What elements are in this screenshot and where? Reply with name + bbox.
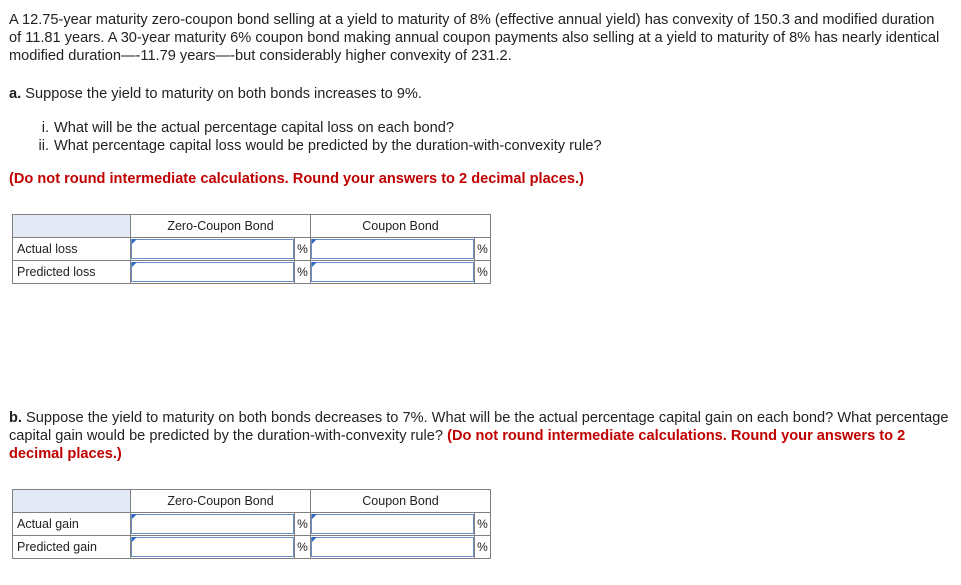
table-row xyxy=(13,536,491,559)
row-label-actual-gain: Actual gain xyxy=(13,513,131,536)
question-number: i. xyxy=(41,120,49,136)
coupon-bond-header: Coupon Bond xyxy=(311,215,491,238)
coupon-bond-predicted-gain-input[interactable] xyxy=(311,537,474,557)
part-b-instruction: (Do not round intermediate calculations. Round your answers to 2 decimal places.) xyxy=(9,428,906,462)
zero-coupon-predicted-loss-cell xyxy=(131,261,295,284)
coupon-bond-header: Coupon Bond xyxy=(311,490,491,513)
part-a-label: a. xyxy=(9,86,22,102)
zero-coupon-actual-loss-input[interactable] xyxy=(131,239,294,259)
percent-unit: % xyxy=(295,261,311,284)
part-a-answer-table xyxy=(12,214,491,284)
question-text: What will be the actual percentage capital loss on each bond? xyxy=(54,120,454,136)
part-b-answer-table xyxy=(12,489,491,559)
zero-coupon-actual-loss-cell xyxy=(131,238,295,261)
percent-unit: % xyxy=(295,536,311,559)
percent-unit: % xyxy=(475,238,491,261)
input-marker-icon xyxy=(312,514,317,519)
coupon-bond-actual-gain-cell xyxy=(311,513,475,536)
table-corner-cell xyxy=(13,490,131,513)
part-b-prompt xyxy=(9,409,949,463)
percent-unit: % xyxy=(295,238,311,261)
coupon-bond-predicted-gain-cell xyxy=(311,536,475,559)
table-header-row xyxy=(13,490,491,513)
part-b-text: Suppose the yield to maturity on both bonds decreases to 7%. What will be the actual percentage capital gain on each bond? What percentage capital gain would be predicted by the duration-with-convexity rule? xyxy=(9,410,949,444)
table-corner-cell xyxy=(13,215,131,238)
input-marker-icon xyxy=(132,239,137,244)
zero-coupon-actual-gain-input[interactable] xyxy=(131,514,294,534)
percent-unit: % xyxy=(475,536,491,559)
table-row xyxy=(13,238,491,261)
part-b-label: b. xyxy=(9,410,22,426)
question-item xyxy=(34,137,602,155)
input-marker-icon xyxy=(132,262,137,267)
question-number: ii. xyxy=(38,138,49,154)
input-marker-icon xyxy=(312,262,317,267)
zero-coupon-header: Zero-Coupon Bond xyxy=(131,490,311,513)
part-a-prompt xyxy=(9,85,949,103)
part-a-question-list xyxy=(34,119,602,155)
question-item xyxy=(34,119,602,137)
question-text: What percentage capital loss would be predicted by the duration-with-convexity rule? xyxy=(54,138,602,154)
input-marker-icon xyxy=(132,514,137,519)
row-label-predicted-gain: Predicted gain xyxy=(13,536,131,559)
coupon-bond-actual-loss-input[interactable] xyxy=(311,239,474,259)
zero-coupon-actual-gain-cell xyxy=(131,513,295,536)
row-label-predicted-loss: Predicted loss xyxy=(13,261,131,284)
table-row xyxy=(13,261,491,284)
zero-coupon-header: Zero-Coupon Bond xyxy=(131,215,311,238)
coupon-bond-predicted-loss-input[interactable] xyxy=(311,262,474,282)
zero-coupon-predicted-gain-input[interactable] xyxy=(131,537,294,557)
row-label-actual-loss: Actual loss xyxy=(13,238,131,261)
table-header-row xyxy=(13,215,491,238)
part-a-text: Suppose the yield to maturity on both bonds increases to 9%. xyxy=(25,86,422,102)
coupon-bond-predicted-loss-cell xyxy=(311,261,475,284)
table-row xyxy=(13,513,491,536)
percent-unit: % xyxy=(475,513,491,536)
coupon-bond-actual-gain-input[interactable] xyxy=(311,514,474,534)
zero-coupon-predicted-gain-cell xyxy=(131,536,295,559)
zero-coupon-predicted-loss-input[interactable] xyxy=(131,262,294,282)
problem-intro: A 12.75-year maturity zero-coupon bond selling at a yield to maturity of 8% (effective annual yield) has convexity of 150.3 and modified duration of 11.81 years. A 30-year maturity 6% coupon bond making annual coupon payments also selling at a yield to maturity of 8% has nearly identical modified duration—-11.79 years—-but considerably higher convexity of 231.2. xyxy=(9,12,940,64)
input-marker-icon xyxy=(132,537,137,542)
percent-unit: % xyxy=(295,513,311,536)
input-marker-icon xyxy=(312,537,317,542)
part-a-instruction: (Do not round intermediate calculations. Round your answers to 2 decimal places.) xyxy=(9,171,584,187)
percent-unit: % xyxy=(475,261,491,284)
coupon-bond-actual-loss-cell xyxy=(311,238,475,261)
input-marker-icon xyxy=(312,239,317,244)
